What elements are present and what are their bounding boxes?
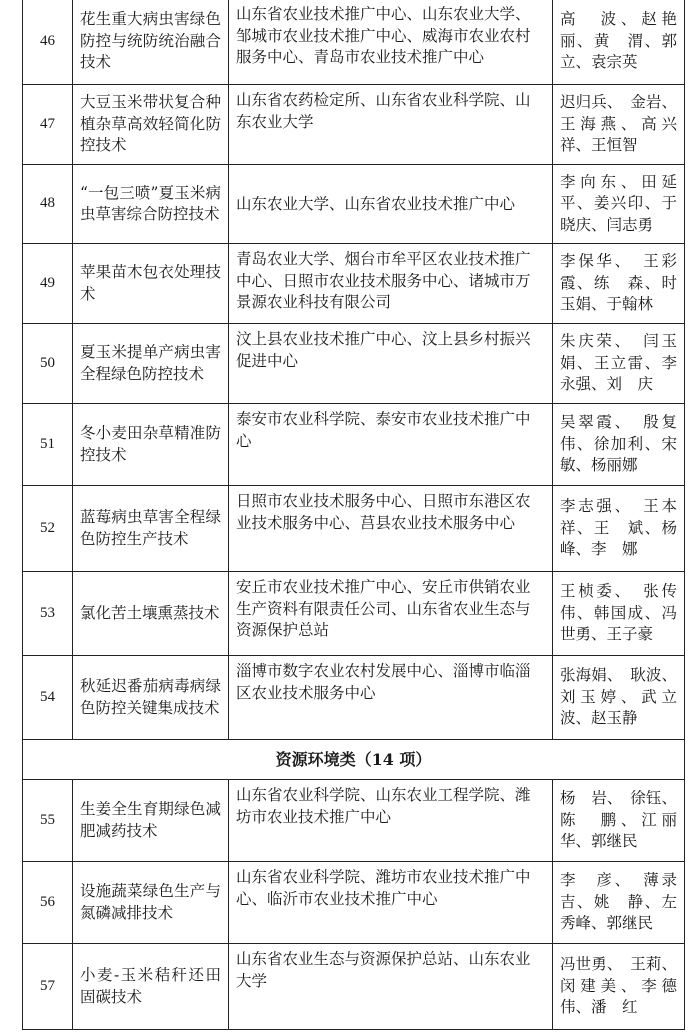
completing-units: 山东省农业科学院、山东农业工程学院、潍坊市农业技术推广中心 bbox=[229, 780, 553, 862]
row-number: 54 bbox=[23, 656, 73, 740]
row-number: 52 bbox=[23, 486, 73, 572]
tech-name: 苹果苗木包衣处理技术 bbox=[73, 244, 229, 324]
table-row bbox=[23, 780, 685, 862]
table-row bbox=[23, 486, 685, 572]
tech-name: 大豆玉米带状复合种植杂草高效轻简化防控技术 bbox=[73, 85, 229, 165]
tech-name: 秋延迟番茄病毒病绿色防控关键集成技术 bbox=[73, 656, 229, 740]
completing-units: 淄博市数字农业农村发展中心、淄博市临淄区农业技术服务中心 bbox=[229, 656, 553, 740]
completing-people: 张海娟、 耿波、刘玉婷、武立波、赵玉静 bbox=[553, 656, 685, 740]
row-number: 53 bbox=[23, 572, 73, 656]
completing-units: 山东省农药检定所、山东省农业科学院、山东农业大学 bbox=[229, 85, 553, 165]
table-row bbox=[23, 862, 685, 944]
completing-units: 青岛农业大学、烟台市牟平区农业技术推广中心、日照市农业技术服务中心、诸城市万景源农业科技有限公司 bbox=[229, 244, 553, 324]
category-heading: 资源环境类（14 项） bbox=[23, 740, 685, 780]
tech-name: 蓝莓病虫草害全程绿色防控生产技术 bbox=[73, 486, 229, 572]
completing-units: 汶上县农业技术推广中心、汶上县乡村振兴促进中心 bbox=[229, 324, 553, 404]
completing-units: 安丘市农业技术推广中心、安丘市供销农业生产资料有限责任公司、山东省农业生态与资源保护总站 bbox=[229, 572, 553, 656]
completing-people: 吴翠霞、 殷复伟、徐加利、宋敏、杨丽娜 bbox=[553, 404, 685, 486]
tech-name: “一包三喷”夏玉米病虫草害综合防控技术 bbox=[73, 165, 229, 244]
completing-units: 山东农业大学、山东省农业技术推广中心 bbox=[229, 165, 553, 244]
row-number: 47 bbox=[23, 85, 73, 165]
completing-people: 王桢委、 张传伟、韩国成、冯世勇、王子豪 bbox=[553, 572, 685, 656]
table-row bbox=[23, 404, 685, 486]
row-number: 48 bbox=[23, 165, 73, 244]
completing-units: 山东省农业科学院、潍坊市农业技术推广中心、临沂市农业技术推广中心 bbox=[229, 862, 553, 944]
row-number: 55 bbox=[23, 780, 73, 862]
table-row bbox=[23, 324, 685, 404]
completing-people: 杨 岩、 徐钰、陈 鹏、江丽华、郭继民 bbox=[553, 780, 685, 862]
tech-name: 设施蔬菜绿色生产与氮磷减排技术 bbox=[73, 862, 229, 944]
technology-table bbox=[22, 0, 685, 1030]
row-number: 50 bbox=[23, 324, 73, 404]
tech-name: 冬小麦田杂草精准防控技术 bbox=[73, 404, 229, 486]
completing-units: 山东省农业生态与资源保护总站、山东农业大学 bbox=[229, 944, 553, 1030]
row-number: 56 bbox=[23, 862, 73, 944]
completing-people: 李向东、田延平、姜兴印、于晓庆、闫志勇 bbox=[553, 165, 685, 244]
tech-name: 氯化苦土壤熏蒸技术 bbox=[73, 572, 229, 656]
category-row bbox=[23, 740, 685, 780]
row-number: 57 bbox=[23, 944, 73, 1030]
tech-name: 夏玉米提单产病虫害全程绿色防控技术 bbox=[73, 324, 229, 404]
tech-name: 小麦-玉米秸秆还田固碳技术 bbox=[73, 944, 229, 1030]
completing-units: 山东省农业技术推广中心、山东农业大学、邹城市农业技术推广中心、威海市农业农村服务中心、青岛市农业技术推广中心 bbox=[229, 0, 553, 85]
table-row bbox=[23, 656, 685, 740]
completing-people: 高 波、赵艳丽、黄 渭、郭立、袁宗英 bbox=[553, 0, 685, 85]
tech-name: 生姜全生育期绿色减肥减药技术 bbox=[73, 780, 229, 862]
table-row bbox=[23, 944, 685, 1030]
completing-people: 李 彦、 薄录吉、姚 静、左秀峰、郭继民 bbox=[553, 862, 685, 944]
completing-people: 李志强、 王本祥、王 斌、杨峰、李 娜 bbox=[553, 486, 685, 572]
completing-people: 朱庆荣、 闫玉娟、王立雷、李永强、刘 庆 bbox=[553, 324, 685, 404]
completing-people: 迟归兵、 金岩、王海燕、高兴祥、王恒智 bbox=[553, 85, 685, 165]
table-row bbox=[23, 165, 685, 244]
completing-people: 李保华、 王彩霞、练 森、时玉娟、于翰林 bbox=[553, 244, 685, 324]
completing-units: 泰安市农业科学院、泰安市农业技术推广中心 bbox=[229, 404, 553, 486]
completing-people: 冯世勇、 王莉、闵建美、李德伟、潘 红 bbox=[553, 944, 685, 1030]
table-row bbox=[23, 0, 685, 85]
table-row bbox=[23, 85, 685, 165]
table-row bbox=[23, 572, 685, 656]
completing-units: 日照市农业技术服务中心、日照市东港区农业技术服务中心、莒县农业技术服务中心 bbox=[229, 486, 553, 572]
row-number: 49 bbox=[23, 244, 73, 324]
row-number: 46 bbox=[23, 0, 73, 85]
tech-name: 花生重大病虫害绿色防控与统防统治融合技术 bbox=[73, 0, 229, 85]
table-row bbox=[23, 244, 685, 324]
row-number: 51 bbox=[23, 404, 73, 486]
